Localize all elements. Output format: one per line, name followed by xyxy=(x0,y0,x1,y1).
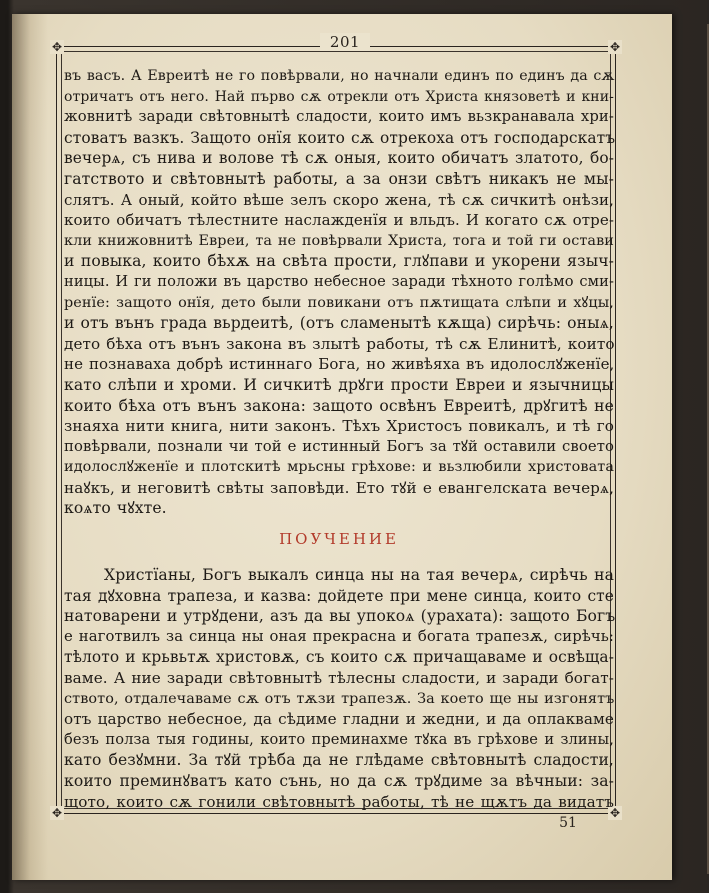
binding-shadow xyxy=(12,14,48,880)
text-line: ренїе: защото онїя, дето были повикани отъ пѫтищата слѣпи и хꙋцы, xyxy=(64,294,614,311)
text-line: и отъ вънъ града вьрдеитѣ, (отъ сламенытѣ кѫща) сирѣчь: оныѧ, xyxy=(64,314,614,333)
text-line: като слѣпи и хроми. И сичкитѣ дрꙋги прости Евреи и язычницы xyxy=(64,375,614,394)
text-line: знаяха нити книга, нити законъ. Тѣхъ Христосъ повикалъ, и тѣ го xyxy=(64,417,614,436)
text-line: отъ царство небесное, да сѣдиме гладни и жедни, и да оплакваме xyxy=(64,710,614,729)
text-line: натоварени и утрꙋдени, азъ да вы упокоѧ (урахата): защото Богъ xyxy=(64,607,616,626)
text-line: не познаваха добрѣ истиннаго Бога, но живѣяха въ идолослꙋженїе, xyxy=(64,355,615,374)
text-line: ството, отдалечаваме сѫ отъ тѫзи трапезѫ. За което ще ны изгонятъ xyxy=(64,690,615,707)
text-line: които преминꙋватъ като сънь, но да сѫ трꙋдиме за вѣчныи: за- xyxy=(64,771,614,790)
section-heading: ПОУЧЕНИЕ xyxy=(279,530,399,548)
text-line: безъ полза тыя годины, които преминахме тꙋка въ грѣхове и злины, xyxy=(64,730,614,748)
text-line: отричатъ отъ него. Най първо сѫ отрекли отъ Христа князоветѣ и кни- xyxy=(64,88,614,105)
corner-ornament-icon: ✥ xyxy=(609,40,621,54)
text-line: е наготвилъ за синца ны оная прекрасна и богата трапезѫ, сирѣчь: xyxy=(64,627,614,645)
corner-ornament-icon: ✥ xyxy=(51,806,63,820)
text-line: ваме. А ние заради свѣтовнытѣ тѣлесны сладости, и заради богат- xyxy=(64,668,614,687)
text-line: стоватъ вазкъ. Защото онїя които сѫ отрекоха отъ господарскатъ xyxy=(64,128,616,147)
text-line: гатството и свѣтовнытѣ работы, а за онзи свѣтъ никакъ не мы- xyxy=(64,169,614,188)
sermon-text-section xyxy=(64,565,614,812)
text-line: наꙋкъ, и неговитѣ свѣты заповѣди. Ето тꙋй е евангелската вечерѧ, xyxy=(64,478,614,497)
text-line: Христїаны, Богъ выкалъ синца ны на тая вечерѧ, сирѣчь на xyxy=(104,566,614,584)
text-line: жовнитѣ заради свѣтовнытѣ сладости, които имъ вьзкранавала хри- xyxy=(64,108,614,126)
corner-ornament-icon: ✥ xyxy=(51,40,63,54)
text-line: ницы. И ги положи въ царство небесное заради тѣхното голѣмо сми- xyxy=(64,272,614,290)
text-line: повѣрвали, познали чи той е истинный Богъ за тꙋй оставили своето xyxy=(64,437,614,455)
signature-mark: 51 xyxy=(559,815,577,831)
text-line: слятъ. А оный, който вѣше зелъ скоро жена, тѣ сѫ сичкитѣ онѣзи, xyxy=(64,190,614,209)
text-line: кли книжовнитѣ Евреи, та не повѣрвали Христа, тога и той ги остави xyxy=(64,232,614,249)
text-line: дето бѣха отъ вънъ закона въ злытѣ работы, тѣ сѫ Елинитѣ, които xyxy=(64,334,615,353)
text-line: и повыка, които бѣхѫ на свѣта прости, глꙋпави и укорени языч- xyxy=(64,252,614,271)
text-line: вечерѧ, съ нива и волове тѣ сѫ оныя, които обичатъ златото, бо- xyxy=(64,149,614,168)
text-line: които обичатъ тѣлестните наслажденїя и вльдъ. И когато сѫ отре- xyxy=(64,211,614,230)
text-line: тая дꙋховна трапеза, и казва: дойдете при мене синца, които сте xyxy=(64,586,614,605)
text-line: които бѣха отъ вънъ закона: защото освѣнъ Евреитѣ, дрꙋгитѣ не xyxy=(64,396,614,415)
text-line: тѣлото и крьвьтѫ христовѫ, съ които сѫ причащаваме и освѣща- xyxy=(64,648,614,667)
text-line: въ васъ. А Евреитѣ не го повѣрвали, но начнали единъ по единъ да сѫ xyxy=(64,68,615,84)
text-line: щото, които сѫ гонили свѣтовнытѣ работы, тѣ не щѫтъ да видатъ xyxy=(64,792,614,811)
corner-ornament-icon: ✥ xyxy=(609,806,621,820)
text-line: идолослꙋженїе и плотскитѣ мрьсны грѣхове: и вьзлюбили христовата xyxy=(64,459,614,476)
page-number: 201 xyxy=(320,33,370,51)
main-text-section xyxy=(64,66,614,519)
text-line: коѧто чꙋхте. xyxy=(64,499,167,518)
text-line: като безꙋмни. За тꙋй трѣба да не глѣдаме свѣтовнытѣ сладости, xyxy=(64,751,614,770)
